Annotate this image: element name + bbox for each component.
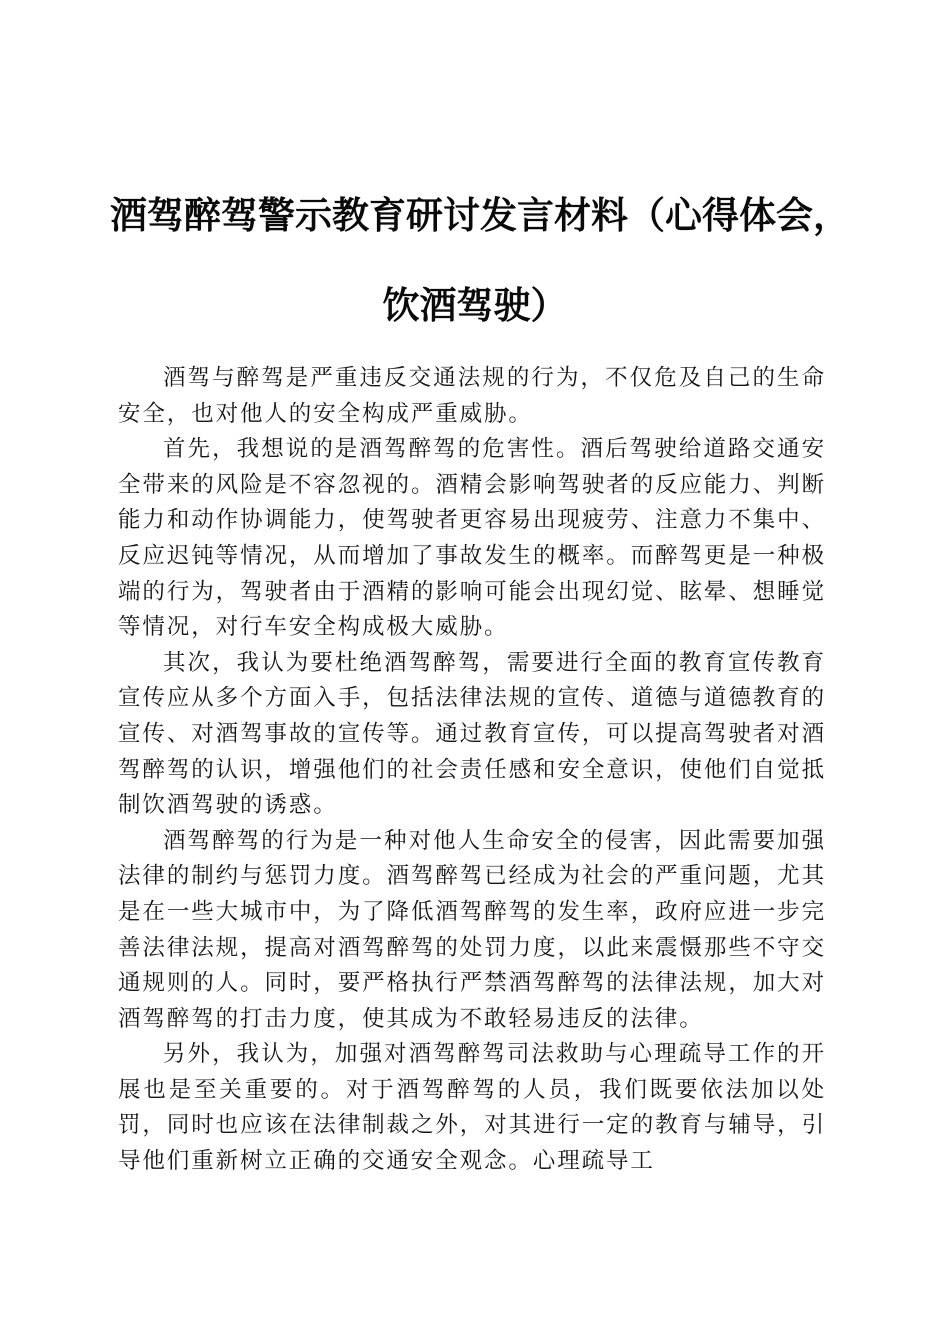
document-title xyxy=(110,170,850,350)
document-body xyxy=(118,361,826,1180)
paragraph-2: 首先，我想说的是酒驾醉驾的危害性。酒后驾驶给道路交通安全带来的风险是不容忽视的。酒精会影响驾驶者的反应能力、判断能力和动作协调能力，使驾驶者更容易出现疲劳、注意力不集中、反应迟钝等情况，从而增加了事故发生的概率。而醉驾更是一种极端的行为，驾驶者由于酒精的影响可能会出现幻觉、眩晕、想睡觉等情况，对行车安全构成极大威胁。 xyxy=(118,436,826,641)
paragraph-4: 酒驾醉驾的行为是一种对他人生命安全的侵害，因此需要加强法律的制约与惩罚力度。酒驾醉驾已经成为社会的严重问题，尤其是在一些大城市中，为了降低酒驾醉驾的发生率，政府应进一步完善法律法规，提高对酒驾醉驾的处罚力度，以此来震慑那些不守交通规则的人。同时，要严格执行严禁酒驾醉驾的法律法规，加大对酒驾醉驾的打击力度，使其成为不敢轻易违反的法律。 xyxy=(118,827,826,1032)
title-line-2: 饮酒驾驶） xyxy=(382,283,568,327)
paragraph-3: 其次，我认为要杜绝酒驾醉驾，需要进行全面的教育宣传教育宣传应从多个方面入手，包括法律法规的宣传、道德与道德教育的宣传、对酒驾事故的宣传等。通过教育宣传，可以提高驾驶者对酒驾醉驾的认识，增强他们的社会责任感和安全意识，使他们自觉抵制饮酒驾驶的诱惑。 xyxy=(118,649,826,819)
paragraph-1: 酒驾与醉驾是严重违反交通法规的行为，不仅危及自己的生命安全，也对他人的安全构成严重威胁。 xyxy=(118,365,826,427)
paragraph-5: 另外，我认为，加强对酒驾醉驾司法救助与心理疏导工作的开展也是至关重要的。对于酒驾醉驾的人员，我们既要依法加以处罚，同时也应该在法律制裁之外，对其进行一定的教育与辅导，引导他们重新树立正确的交通安全观念。心理疏导工 xyxy=(118,1041,826,1175)
title-line-1: 酒驾醉驾警示教育研讨发言材料（心得体会， xyxy=(110,193,850,237)
